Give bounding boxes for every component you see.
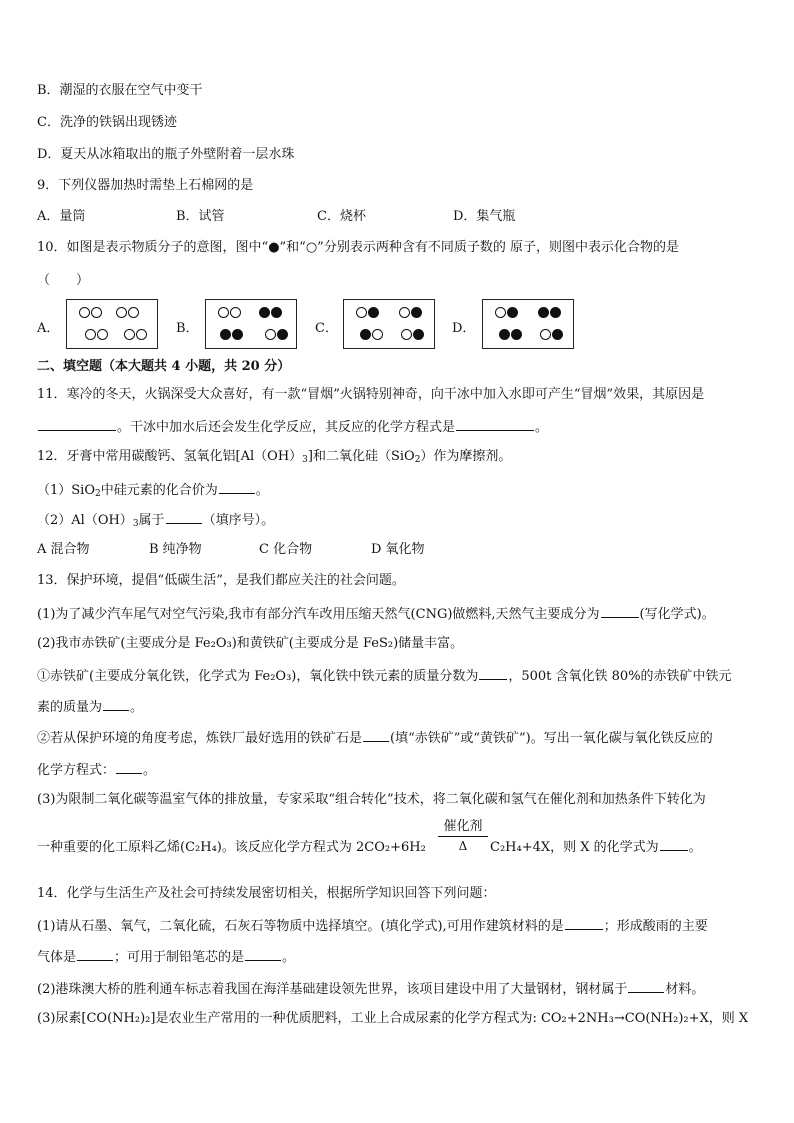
q13-c1b-end: 。 xyxy=(130,700,144,715)
q13-c2b-end: 。 xyxy=(143,763,157,778)
white-atom xyxy=(218,307,229,318)
q14-1b-end: 。 xyxy=(282,950,296,965)
subscript: 3 xyxy=(302,455,308,465)
q12-option-b: B 纯净物 xyxy=(149,542,202,557)
question-14-2 xyxy=(37,979,704,999)
black-atom xyxy=(232,329,243,340)
q12-1-text-2: 中硅元素的化合价为 xyxy=(100,483,218,498)
q13-c1-text: ①赤铁矿(主要成分氧化铁，化学式为 Fe₂O₃)，氧化铁中铁元素的质量分数为 xyxy=(37,669,479,684)
q12-text-2: ]和二氧化硅（SiO xyxy=(307,449,415,464)
black-atom xyxy=(538,307,549,318)
black-atom xyxy=(259,307,270,318)
question-13-c2 xyxy=(37,728,713,748)
question-14-3: (3)尿素[CO(NH₂)₂]是农业生产常用的一种优质肥料，工业上合成尿素的化学方程式为: CO₂+2NH₃→CO(NH₂)₂+X，则 X xyxy=(37,1011,749,1026)
answer-blank[interactable] xyxy=(166,510,202,524)
answer-blank[interactable] xyxy=(479,666,507,680)
question-10: 10．如图是表示物质分子的意图，图中“●”和“○”分别表示两种含有不同质子数的 原子，则图中表示化合物的是 xyxy=(37,240,679,255)
question-10-paren: （ ） xyxy=(37,273,90,288)
question-13: 13．保护环境，提倡“低碳生活”，是我们都应关注的社会问题。 xyxy=(37,573,405,588)
question-11-cont xyxy=(37,417,548,437)
diagram-b-label: B． xyxy=(176,321,199,336)
q14-1b-text: 气体是 xyxy=(37,950,77,965)
white-atom xyxy=(85,329,96,340)
answer-blank[interactable] xyxy=(103,697,129,711)
q11-text-1: 。干冰中加水后还会发生化学反应，其反应的化学方程式是 xyxy=(117,420,456,435)
answer-blank[interactable] xyxy=(456,417,534,431)
subscript: 2 xyxy=(95,489,101,499)
diagram-a-label: A． xyxy=(37,321,60,336)
q13-c2b-text: 化学方程式： xyxy=(37,763,116,778)
q12-2-end: （填序号）。 xyxy=(202,513,275,528)
black-atom xyxy=(411,307,422,318)
q12-option-d: D 氧化物 xyxy=(371,542,425,557)
diagram-d-box xyxy=(482,299,574,349)
q12-option-a: A 混合物 xyxy=(37,542,90,557)
question-13-3-cont xyxy=(37,837,702,857)
q14-1-text: (1)请从石墨、氧气，二氧化硫，石灰石等物质中选择填空。(填化学式),可用作建筑材料的是 xyxy=(37,919,564,934)
white-atom xyxy=(79,307,90,318)
black-atom xyxy=(413,329,424,340)
q12-2-text-2: 属于 xyxy=(138,513,165,528)
q13-c1b-text: 素的质量为 xyxy=(37,700,103,715)
black-atom xyxy=(499,329,510,340)
question-13-c1 xyxy=(37,666,732,686)
white-atom xyxy=(372,329,383,340)
white-atom xyxy=(495,307,506,318)
diagram-a-box xyxy=(66,299,158,349)
answer-blank[interactable] xyxy=(363,728,389,742)
q13-c1-text-2: ，500t 含氧化铁 80%的赤铁矿中铁元 xyxy=(508,669,732,684)
answer-blank[interactable] xyxy=(116,760,142,774)
question-14-1 xyxy=(37,916,708,936)
option-d-line: D．夏天从冰箱取出的瓶子外壁附着一层水珠 xyxy=(37,147,295,162)
q13-3b-text: 一种重要的化工原料乙烯(C₂H₄)。该反应化学方程式为 2CO₂+6H₂ xyxy=(37,840,426,855)
white-atom xyxy=(91,307,102,318)
question-12-1 xyxy=(37,480,269,500)
question-11: 11．寒冷的冬天，火锅深受大众喜好，有一款“冒烟”火锅特别神奇，向干冰中加入水即可产生“冒烟”效果，其原因是 xyxy=(37,387,705,402)
black-atom xyxy=(220,329,231,340)
diagram-c-box xyxy=(343,299,435,349)
answer-blank[interactable] xyxy=(38,417,116,431)
question-9: 9．下列仪器加热时需垫上石棉网的是 xyxy=(37,178,254,193)
section-heading: 二、填空题（本大题共 4 小题，共 20 分） xyxy=(37,359,291,374)
answer-blank[interactable] xyxy=(77,947,113,961)
white-atom xyxy=(116,307,127,318)
catalyst-label: 催化剂 xyxy=(443,819,483,834)
q9-option-d: D．集气瓶 xyxy=(453,209,516,224)
q14-1b-text-2: ；可用于制铅笔芯的是 xyxy=(114,950,245,965)
q13-1-text: (1)为了减少汽车尾气对空气污染,我市有部分汽车改用压缩天然气(CNG)做燃料,天然气主要成分为 xyxy=(37,607,600,622)
white-atom xyxy=(97,329,108,340)
question-9-options xyxy=(37,208,515,226)
q14-1-text-2: ；形成酸雨的主要 xyxy=(603,919,708,934)
question-13-2: (2)我市赤铁矿(主要成分是 Fe₂O₃)和黄铁矿(主要成分是 FeS₂)储量丰富。 xyxy=(37,636,464,651)
black-atom xyxy=(271,307,282,318)
q9-option-a: A．量筒 xyxy=(37,209,86,224)
answer-blank[interactable] xyxy=(565,916,603,930)
subscript: 3 xyxy=(132,519,139,529)
q12-text-1: 12．牙膏中常用碳酸钙、氢氧化铝[Al（OH） xyxy=(37,449,303,464)
answer-blank[interactable] xyxy=(660,837,688,851)
white-atom xyxy=(540,329,551,340)
subscript: 2 xyxy=(414,455,421,465)
white-atom xyxy=(401,329,412,340)
q13-c2-text: ②若从保护环境的角度考虑，炼铁厂最好选用的铁矿石是 xyxy=(37,731,363,746)
white-atom xyxy=(399,307,410,318)
question-12-options xyxy=(37,541,425,559)
heat-symbol: Δ xyxy=(458,839,468,853)
q12-1-text: （1）SiO xyxy=(37,483,95,498)
black-atom xyxy=(511,329,522,340)
question-12-2 xyxy=(37,510,274,530)
question-14-1-cont xyxy=(37,947,295,967)
q13-3b-text-2: C₂H₄+4X，则 X 的化学式为 xyxy=(490,840,659,855)
q12-option-c: C 化合物 xyxy=(259,542,313,557)
diagram-d-label: D． xyxy=(452,321,476,336)
q14-2-text: (2)港珠澳大桥的胜利通车标志着我国在海洋基础建设领先世界，该项目建设中用了大量钢材，钢材属于 xyxy=(37,982,628,997)
q11-text-2: 。 xyxy=(535,420,549,435)
black-atom xyxy=(552,329,563,340)
option-b-line: B．潮湿的衣服在空气中变干 xyxy=(37,83,203,98)
option-c-line: C．洗净的铁锅出现锈迹 xyxy=(37,115,177,130)
white-atom xyxy=(265,329,276,340)
q14-2-end: 材料。 xyxy=(665,982,705,997)
black-atom xyxy=(277,329,288,340)
question-13-c1-cont xyxy=(37,697,143,717)
q12-text-3: ）作为摩擦剂。 xyxy=(420,449,512,464)
q9-option-c: C．烧杯 xyxy=(317,209,366,224)
question-13-3: (3)为限制二氧化碳等温室气体的排放量，专家采取“组合转化”技术，将二氧化碳和氢气在催化剂和加热条件下转化为 xyxy=(37,792,706,807)
q12-1-end: 。 xyxy=(255,483,269,498)
question-12 xyxy=(37,448,511,466)
q12-2-text: （2）Al（OH） xyxy=(37,513,133,528)
question-13-1 xyxy=(37,604,715,624)
white-atom xyxy=(124,329,135,340)
q13-1-end: (写化学式)。 xyxy=(639,607,715,622)
q13-c2-text-2: (填“赤铁矿”或“黄铁矿”)。写出一氧化碳与氧化铁反应的 xyxy=(390,731,713,746)
diagram-c-label: C． xyxy=(315,321,338,336)
answer-blank[interactable] xyxy=(219,480,255,494)
answer-blank[interactable] xyxy=(601,604,639,618)
white-atom xyxy=(230,307,241,318)
black-atom xyxy=(360,329,371,340)
question-14: 14．化学与生活生产及社会可持续发展密切相关，根据所学知识回答下列问题： xyxy=(37,886,496,901)
q9-option-b: B．试管 xyxy=(176,209,225,224)
answer-blank[interactable] xyxy=(628,979,664,993)
question-13-c2-cont xyxy=(37,760,156,780)
white-atom xyxy=(136,329,147,340)
white-atom xyxy=(356,307,367,318)
white-atom xyxy=(128,307,139,318)
answer-blank[interactable] xyxy=(245,947,281,961)
black-atom xyxy=(507,307,518,318)
black-atom xyxy=(550,307,561,318)
black-atom xyxy=(368,307,379,318)
q13-3b-end: 。 xyxy=(688,840,702,855)
diagram-b-box xyxy=(205,299,297,349)
